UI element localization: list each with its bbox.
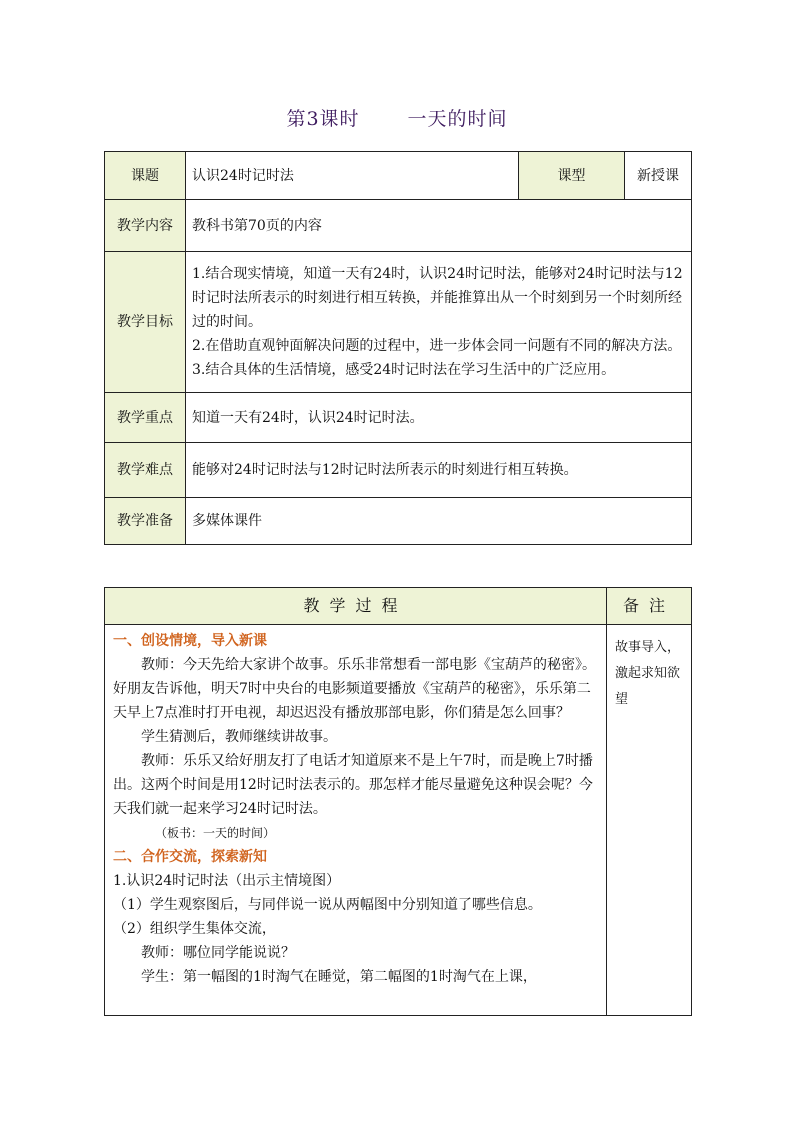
goals-cell bbox=[186, 252, 692, 393]
type-label: 课型 bbox=[519, 152, 625, 200]
step-1-1: （1）学生观察图后，与同伴说一说从两幅图中分别知道了哪些信息。 bbox=[113, 897, 542, 913]
section-explore-heading: 二、合作交流，探索新知 bbox=[113, 849, 267, 865]
process-header: 教学过程 bbox=[105, 588, 607, 625]
teacher-question: 教师：哪位同学能说说？ bbox=[141, 945, 295, 961]
lesson-number: 第3课时 bbox=[286, 108, 360, 130]
topic-value: 认识24时记时法 bbox=[186, 152, 519, 200]
goals-label: 教学目标 bbox=[105, 252, 186, 393]
lesson-topic: 一天的时间 bbox=[407, 108, 508, 130]
paragraph-explain: 教师：乐乐又给好朋友打了电话才知道原来不是上午7时，而是晚上7时播出。这两个时间是用12时记时法表示的。那怎样才能尽量避免这种误会呢？今天我们就一起来学习24时记时法。 bbox=[113, 753, 593, 817]
lesson-info-table bbox=[104, 151, 692, 545]
step-1-2: （2）组织学生集体交流， bbox=[113, 921, 276, 937]
teaching-process-table bbox=[104, 587, 692, 1016]
board-note: （板书：一天的时间） bbox=[155, 826, 276, 840]
goal-1: 1.结合现实情境，知道一天有24时，认识24时记时法，能够对24时记时法与12时记时法所表示的时刻进行相互转换，并能推算出从一个时刻到另一个时刻所经过的时间。 bbox=[192, 266, 683, 330]
student-answer: 学生：第一幅图的1时淘气在睡觉，第二幅图的1时淘气在上课， bbox=[141, 969, 537, 985]
page-title bbox=[0, 104, 794, 131]
key-value: 知道一天有24时，认识24时记时法。 bbox=[186, 393, 692, 443]
key-label: 教学重点 bbox=[105, 393, 186, 443]
paragraph-story: 教师：今天先给大家讲个故事。乐乐非常想看一部电影《宝葫芦的秘密》。好朋友告诉他，明天7时中央台的电影频道要播放《宝葫芦的秘密》，乐乐第二天早上7点准时打开电视，却迟迟没有播放那部电影，你们猜是怎么回事？ bbox=[113, 657, 596, 721]
prep-value: 多媒体课件 bbox=[186, 498, 692, 545]
content-label: 教学内容 bbox=[105, 200, 186, 252]
difficulty-label: 教学难点 bbox=[105, 443, 186, 498]
difficulty-value: 能够对24时记时法与12时记时法所表示的时刻进行相互转换。 bbox=[186, 443, 692, 498]
topic-label: 课题 bbox=[105, 152, 186, 200]
type-value: 新授课 bbox=[625, 152, 692, 200]
goal-2: 2.在借助直观钟面解决问题的过程中，进一步体会同一问题有不同的解决方法。 bbox=[192, 338, 682, 354]
step-1: 1.认识24时记时法（出示主情境图） bbox=[113, 873, 341, 889]
prep-label: 教学准备 bbox=[105, 498, 186, 545]
process-body bbox=[105, 625, 607, 1016]
section-intro-heading: 一、创设情境，导入新课 bbox=[113, 633, 267, 649]
paragraph-guess: 学生猜测后，教师继续讲故事。 bbox=[141, 729, 337, 745]
remark-note: 故事导入，激起求知欲望 bbox=[607, 625, 692, 1016]
goal-3: 3.结合具体的生活情境，感受24时记时法在学习生活中的广泛应用。 bbox=[192, 362, 616, 378]
content-value: 教科书第70页的内容 bbox=[186, 200, 692, 252]
note-header: 备注 bbox=[607, 588, 692, 625]
